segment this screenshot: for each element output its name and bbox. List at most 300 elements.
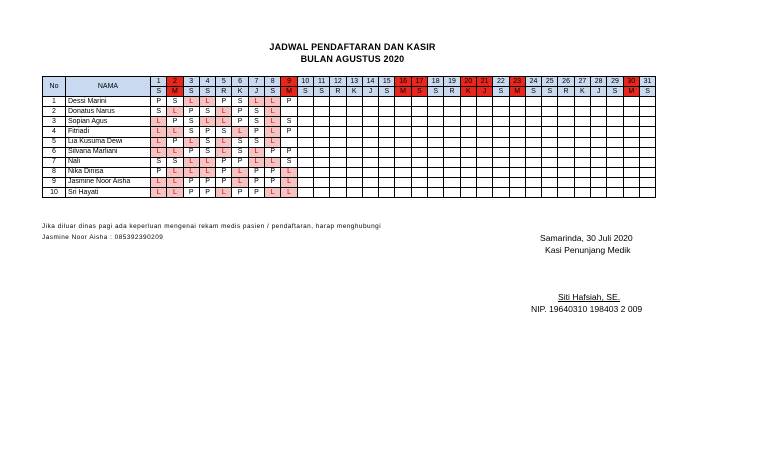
shift-cell (639, 177, 655, 187)
shift-cell: L (248, 147, 264, 157)
shift-cell (639, 167, 655, 177)
shift-cell (509, 127, 525, 137)
shift-cell (346, 147, 362, 157)
day-number: 17 (411, 77, 427, 87)
shift-cell (574, 137, 590, 147)
shift-cell: L (232, 127, 248, 137)
shift-cell (395, 97, 411, 107)
shift-cell (623, 167, 639, 177)
shift-cell (346, 157, 362, 167)
shift-cell: L (183, 137, 199, 147)
weekday-label: R (444, 87, 460, 97)
shift-cell (542, 147, 558, 157)
row-number: 5 (43, 137, 66, 147)
shift-cell (395, 188, 411, 198)
employee-name: Nika Dinisa (66, 167, 151, 177)
shift-cell (428, 167, 444, 177)
shift-cell (444, 177, 460, 187)
shift-cell (330, 117, 346, 127)
shift-cell (379, 127, 395, 137)
shift-cell (623, 147, 639, 157)
table-row (43, 117, 656, 127)
weekday-label: S (183, 87, 199, 97)
shift-cell: L (281, 188, 297, 198)
shift-cell (395, 167, 411, 177)
shift-cell: P (183, 188, 199, 198)
shift-cell (574, 188, 590, 198)
shift-cell (281, 137, 297, 147)
shift-cell: L (265, 137, 281, 147)
shift-cell (623, 127, 639, 137)
shift-cell (509, 157, 525, 167)
day-number: 16 (395, 77, 411, 87)
header-row-days (43, 77, 656, 87)
shift-cell: P (248, 167, 264, 177)
shift-cell (607, 188, 623, 198)
signature-name: Siti Hafsiah, SE. (558, 292, 621, 302)
shift-cell (379, 137, 395, 147)
row-number: 1 (43, 97, 66, 107)
shift-cell (379, 188, 395, 198)
weekday-label: S (313, 87, 329, 97)
shift-cell (444, 188, 460, 198)
employee-name: Lia Kusuma Dewi (66, 137, 151, 147)
shift-cell (591, 127, 607, 137)
shift-cell (411, 117, 427, 127)
shift-cell: P (281, 147, 297, 157)
shift-cell (525, 127, 541, 137)
employee-name: Nali (66, 157, 151, 167)
shift-cell: S (199, 147, 215, 157)
shift-cell (476, 157, 492, 167)
shift-cell (297, 167, 313, 177)
shift-cell (395, 157, 411, 167)
shift-cell (591, 117, 607, 127)
shift-cell (574, 117, 590, 127)
shift-cell (313, 167, 329, 177)
shift-cell (411, 157, 427, 167)
shift-cell (460, 177, 476, 187)
day-number: 6 (232, 77, 248, 87)
shift-cell (525, 107, 541, 117)
row-number: 3 (43, 117, 66, 127)
shift-cell (476, 188, 492, 198)
shift-cell (362, 157, 378, 167)
shift-cell (313, 188, 329, 198)
shift-cell: L (265, 97, 281, 107)
day-number: 29 (607, 77, 623, 87)
shift-cell (444, 137, 460, 147)
day-number: 28 (591, 77, 607, 87)
shift-cell: S (248, 137, 264, 147)
shift-cell (460, 137, 476, 147)
shift-cell (623, 157, 639, 167)
shift-cell (591, 147, 607, 157)
shift-cell (330, 107, 346, 117)
shift-cell (444, 107, 460, 117)
shift-cell (591, 167, 607, 177)
row-number: 7 (43, 157, 66, 167)
shift-cell: P (183, 147, 199, 157)
shift-cell (297, 127, 313, 137)
shift-cell: L (199, 167, 215, 177)
shift-cell (330, 127, 346, 137)
day-number: 5 (216, 77, 232, 87)
day-number: 22 (493, 77, 509, 87)
shift-cell (591, 177, 607, 187)
shift-cell: L (216, 137, 232, 147)
day-number: 24 (525, 77, 541, 87)
shift-cell: L (151, 188, 167, 198)
day-number: 3 (183, 77, 199, 87)
shift-cell (558, 188, 574, 198)
shift-cell: L (167, 127, 183, 137)
shift-cell (591, 137, 607, 147)
shift-cell (476, 117, 492, 127)
shift-cell (623, 107, 639, 117)
shift-cell: S (232, 97, 248, 107)
shift-cell: P (265, 177, 281, 187)
shift-cell (313, 147, 329, 157)
shift-cell (558, 157, 574, 167)
shift-cell: L (199, 157, 215, 167)
shift-cell (542, 188, 558, 198)
shift-cell: P (151, 167, 167, 177)
shift-cell: L (151, 177, 167, 187)
shift-cell (509, 117, 525, 127)
shift-cell (476, 147, 492, 157)
table-row (43, 147, 656, 157)
shift-cell (346, 107, 362, 117)
shift-cell (574, 157, 590, 167)
shift-cell: S (167, 97, 183, 107)
shift-cell: P (199, 188, 215, 198)
day-number: 31 (639, 77, 655, 87)
shift-cell: S (151, 107, 167, 117)
weekday-label: M (509, 87, 525, 97)
shift-cell (493, 188, 509, 198)
shift-cell (362, 137, 378, 147)
shift-cell (558, 117, 574, 127)
day-number: 10 (297, 77, 313, 87)
shift-cell: L (265, 188, 281, 198)
weekday-label: S (542, 87, 558, 97)
shift-cell: L (151, 137, 167, 147)
shift-cell (558, 147, 574, 157)
signature-position: Kasi Penunjang Medik (545, 245, 631, 255)
shift-cell: P (216, 167, 232, 177)
shift-cell (607, 157, 623, 167)
shift-cell (428, 177, 444, 187)
day-number: 4 (199, 77, 215, 87)
shift-cell (411, 107, 427, 117)
day-number: 2 (167, 77, 183, 87)
shift-cell: S (281, 117, 297, 127)
shift-cell (525, 157, 541, 167)
shift-cell (395, 117, 411, 127)
weekday-label: J (248, 87, 264, 97)
shift-cell (509, 188, 525, 198)
shift-cell (509, 97, 525, 107)
shift-cell: L (232, 167, 248, 177)
day-number: 11 (313, 77, 329, 87)
shift-cell: L (281, 167, 297, 177)
shift-cell: P (183, 177, 199, 187)
shift-cell (525, 117, 541, 127)
shift-cell: S (281, 157, 297, 167)
shift-cell: L (265, 107, 281, 117)
shift-cell: L (167, 167, 183, 177)
shift-cell (444, 127, 460, 137)
shift-cell (297, 137, 313, 147)
shift-cell (346, 97, 362, 107)
shift-cell (493, 147, 509, 157)
shift-cell (639, 188, 655, 198)
shift-cell (639, 107, 655, 117)
day-number: 15 (379, 77, 395, 87)
shift-cell (607, 127, 623, 137)
employee-name: Fitriadi (66, 127, 151, 137)
weekday-label: K (574, 87, 590, 97)
weekday-label: M (395, 87, 411, 97)
shift-cell (313, 177, 329, 187)
shift-cell (574, 167, 590, 177)
nama-header: NAMA (66, 77, 151, 97)
shift-cell (428, 188, 444, 198)
weekday-label: S (607, 87, 623, 97)
employee-name: Donatus Narus (66, 107, 151, 117)
weekday-label: K (460, 87, 476, 97)
weekday-label: J (476, 87, 492, 97)
shift-cell (460, 127, 476, 137)
shift-cell (460, 157, 476, 167)
shift-cell (395, 147, 411, 157)
shift-cell (362, 177, 378, 187)
shift-cell: L (216, 147, 232, 157)
shift-cell (558, 97, 574, 107)
shift-cell: L (183, 97, 199, 107)
shift-cell (362, 167, 378, 177)
shift-cell (574, 127, 590, 137)
shift-cell (542, 137, 558, 147)
day-number: 9 (281, 77, 297, 87)
shift-cell (525, 177, 541, 187)
shift-cell (509, 137, 525, 147)
shift-cell (591, 188, 607, 198)
shift-cell (330, 147, 346, 157)
shift-cell: P (216, 157, 232, 167)
weekday-label: S (199, 87, 215, 97)
shift-cell (379, 97, 395, 107)
shift-cell (330, 177, 346, 187)
shift-cell (297, 177, 313, 187)
table-row (43, 107, 656, 117)
shift-cell (297, 157, 313, 167)
shift-cell (574, 107, 590, 117)
shift-cell (476, 167, 492, 177)
signature-nip: NIP. 19640310 198403 2 009 (531, 304, 643, 314)
schedule-table (42, 76, 656, 198)
document-subtitle: BULAN AGUSTUS 2020 (300, 54, 405, 64)
shift-cell: P (232, 188, 248, 198)
table-row (43, 157, 656, 167)
document-title: JADWAL PENDAFTARAN DAN KASIR (269, 42, 436, 52)
shift-cell (346, 137, 362, 147)
weekday-label: S (525, 87, 541, 97)
shift-cell (460, 167, 476, 177)
weekday-label: J (362, 87, 378, 97)
shift-cell (313, 137, 329, 147)
shift-cell (395, 107, 411, 117)
shift-cell: L (216, 117, 232, 127)
shift-cell (591, 107, 607, 117)
weekday-label: S (493, 87, 509, 97)
shift-cell: P (232, 117, 248, 127)
table-row (43, 127, 656, 137)
shift-cell (525, 137, 541, 147)
shift-cell (591, 157, 607, 167)
employee-name: Jasmine Noor Aisha (66, 177, 151, 187)
shift-cell: S (183, 127, 199, 137)
shift-cell: P (248, 188, 264, 198)
weekday-label: J (591, 87, 607, 97)
shift-cell (297, 117, 313, 127)
shift-cell (411, 137, 427, 147)
shift-cell (346, 177, 362, 187)
shift-cell (542, 117, 558, 127)
shift-cell (297, 147, 313, 157)
shift-cell: S (248, 107, 264, 117)
row-number: 2 (43, 107, 66, 117)
shift-cell (542, 97, 558, 107)
shift-cell (346, 117, 362, 127)
shift-cell (362, 117, 378, 127)
shift-cell: P (248, 177, 264, 187)
shift-cell (411, 177, 427, 187)
shift-cell (379, 147, 395, 157)
shift-cell (525, 188, 541, 198)
shift-cell (444, 97, 460, 107)
shift-cell (411, 188, 427, 198)
table-row (43, 97, 656, 107)
shift-cell (493, 117, 509, 127)
shift-cell: S (248, 117, 264, 127)
shift-cell (428, 107, 444, 117)
employee-name: Sri Hayati (66, 188, 151, 198)
shift-cell: P (167, 117, 183, 127)
weekday-label: S (379, 87, 395, 97)
shift-cell (297, 97, 313, 107)
shift-cell (313, 97, 329, 107)
table-row (43, 188, 656, 198)
shift-cell (639, 147, 655, 157)
shift-cell: L (248, 157, 264, 167)
shift-cell (493, 107, 509, 117)
shift-cell (313, 107, 329, 117)
contact-note: Jika diluar dinas pagi ada keperluan mengenai rekam medis pasien / pendaftaran, harap menghubungi (42, 223, 382, 230)
shift-cell (395, 137, 411, 147)
shift-cell (623, 117, 639, 127)
shift-cell: L (167, 107, 183, 117)
shift-cell (444, 167, 460, 177)
shift-cell (476, 177, 492, 187)
shift-cell: S (232, 147, 248, 157)
shift-cell (297, 107, 313, 117)
shift-cell (509, 167, 525, 177)
table-row (43, 177, 656, 187)
shift-cell (297, 188, 313, 198)
shift-cell: P (281, 97, 297, 107)
shift-cell (607, 137, 623, 147)
shift-cell: L (216, 107, 232, 117)
shift-cell (428, 157, 444, 167)
weekday-label: R (330, 87, 346, 97)
shift-cell: P (232, 157, 248, 167)
shift-cell (362, 188, 378, 198)
shift-cell (639, 137, 655, 147)
shift-cell: L (167, 188, 183, 198)
shift-cell (607, 147, 623, 157)
shift-cell: L (265, 117, 281, 127)
shift-cell (444, 147, 460, 157)
shift-cell (362, 127, 378, 137)
shift-cell (623, 137, 639, 147)
weekday-label: M (167, 87, 183, 97)
shift-cell: P (199, 127, 215, 137)
weekday-label: K (232, 87, 248, 97)
shift-cell (330, 97, 346, 107)
shift-cell: L (167, 147, 183, 157)
day-number: 8 (265, 77, 281, 87)
weekday-label: S (151, 87, 167, 97)
shift-cell (444, 117, 460, 127)
shift-cell (313, 117, 329, 127)
shift-cell (493, 137, 509, 147)
shift-cell (623, 177, 639, 187)
shift-cell: L (281, 177, 297, 187)
shift-cell (379, 177, 395, 187)
shift-cell (525, 147, 541, 157)
shift-cell: P (183, 107, 199, 117)
shift-cell (623, 188, 639, 198)
shift-cell (346, 188, 362, 198)
shift-cell (476, 127, 492, 137)
shift-cell: S (199, 107, 215, 117)
shift-cell (607, 97, 623, 107)
shift-cell (281, 107, 297, 117)
shift-cell (525, 167, 541, 177)
weekday-label: R (216, 87, 232, 97)
shift-cell (509, 147, 525, 157)
shift-cell (346, 127, 362, 137)
weekday-label: K (346, 87, 362, 97)
shift-cell (493, 167, 509, 177)
row-number: 4 (43, 127, 66, 137)
shift-cell (428, 117, 444, 127)
day-number: 1 (151, 77, 167, 87)
shift-cell: L (199, 97, 215, 107)
shift-cell: P (248, 127, 264, 137)
shift-cell: P (232, 107, 248, 117)
day-number: 13 (346, 77, 362, 87)
shift-cell: L (265, 127, 281, 137)
weekday-label: S (428, 87, 444, 97)
shift-cell (493, 97, 509, 107)
day-number: 30 (623, 77, 639, 87)
shift-cell (362, 97, 378, 107)
shift-cell: P (167, 137, 183, 147)
shift-cell (607, 177, 623, 187)
